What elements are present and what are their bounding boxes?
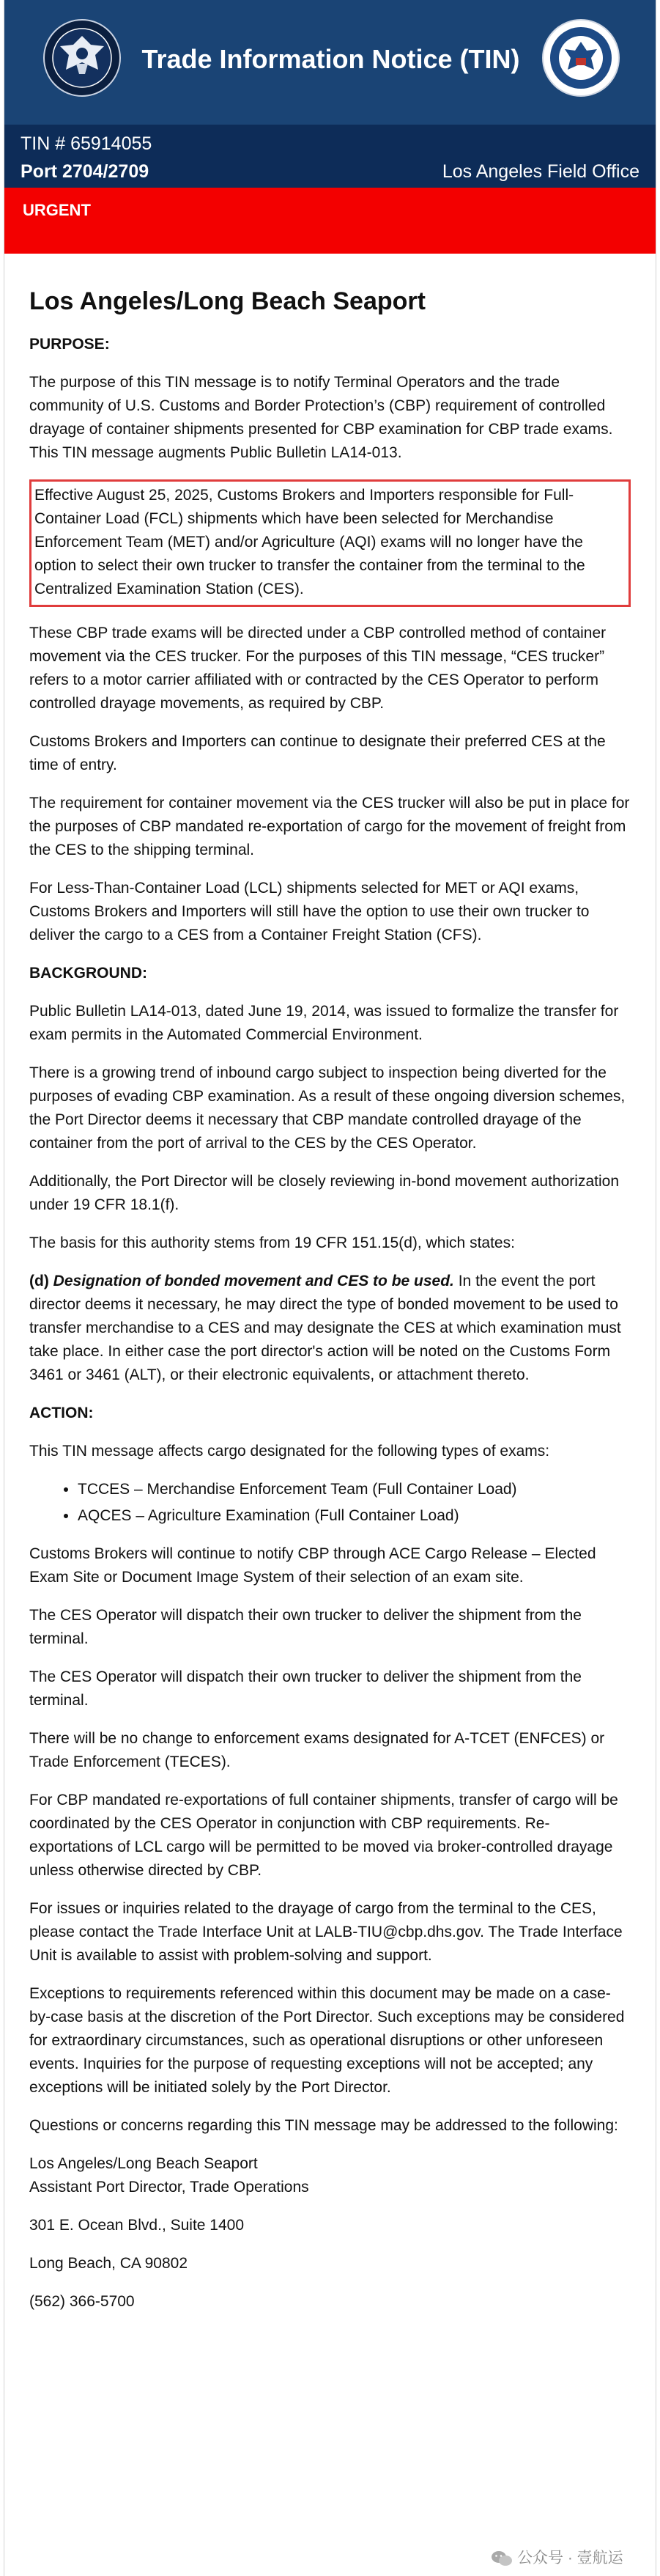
action-paragraph: There will be no change to enforcement exams designated for A-TCET (ENFCES) or Trade Enforcement (TECES). — [29, 1730, 605, 1770]
purpose-paragraph: These CBP trade exams will be directed under a CBP controlled method of container movement via the CES trucker. For the purposes of this TIN message, “CES trucker” refers to a motor carrier affiliated with or contracted by the CES Operator to perform controlled drayage movements, as required by CBP. — [29, 625, 607, 712]
address-line: Long Beach, CA 90802 — [29, 2255, 188, 2272]
urgent-banner: URGENT — [4, 188, 656, 254]
purpose-paragraph: The requirement for container movement via the CES trucker will also be put in place for the purposes of CBP mandated re-exportation of cargo for the movement of freight from the CES to the shipping terminal. — [29, 795, 630, 858]
port-number: Port 2704/2709 — [21, 161, 149, 182]
background-paragraph: There is a growing trend of inbound cargo subject to inspection being diverted for the purposes of evading CBP examination. As a result of these ongoing diversion schemes, the Port Director deems it necessary that CBP mandate controlled drayage of the container from the port of arrival to the CES by the CES Operator. — [29, 1064, 626, 1152]
dhs-seal-icon — [541, 18, 620, 97]
contact-block — [29, 2152, 631, 2199]
regulation-text: In the event the port director deems it necessary, he may direct the type of bonded movement to be used to transfer merchandise to a CES and may designate the CES at which examination must take place. In either case the port director's action will be noted on the Customs Form 3461 or 3461 (ALT), or their electronic equivalents, or attachment thereto. — [29, 1273, 621, 1383]
regulation-label: (d) — [29, 1273, 49, 1289]
action-paragraph: For CBP mandated re-exportations of full container shipments, transfer of cargo will be coordinated by the CES Operator in conjunction with CBP requirements. Re-exportations of LCL cargo will be permitted to be moved via broker-controlled drayage unless otherwise directed by CBP. — [29, 1792, 618, 1879]
action-paragraph: Questions or concerns regarding this TIN message may be addressed to the following: — [29, 2117, 618, 2134]
contact-name: Los Angeles/Long Beach Seaport — [29, 2155, 258, 2172]
action-paragraph: Exceptions to requirements referenced within this document may be made on a case-by-case basis at the discretion of the Port Director. Such exceptions may be considered for extraordinary circumstances, such as operational disruptions or other unforeseen events. Inquiries for the purpose of requesting exceptions will not be accepted; any exceptions will be initiated solely by the Port Director. — [29, 1985, 625, 2096]
watermark — [491, 2546, 623, 2568]
background-paragraph: The basis for this authority stems from 19 CFR 151.15(d), which states: — [29, 1234, 515, 1251]
contact-phone: (562) 366-5700 — [29, 2293, 135, 2310]
list-item: • TCCES – Merchandise Enforcement Team (Full Container Load) — [78, 1478, 631, 1501]
wechat-icon — [491, 2550, 513, 2567]
effective-date-highlight: Effective August 25, 2025, Customs Brokers and Importers responsible for Full-Container Load (FCL) shipments which have been selected for Merchandise Enforcement Team (MET) and/or Agriculture (AQI) exams will no longer have the option to select their own trucker to transfer the container from the terminal to the Centralized Examination Station (CES). — [29, 479, 631, 607]
address-line: 301 E. Ocean Blvd., Suite 1400 — [29, 2217, 245, 2234]
field-office: Los Angeles Field Office — [442, 161, 639, 182]
tin-number: TIN # 65914055 — [21, 133, 152, 154]
action-paragraph: The CES Operator will dispatch their own trucker to deliver the shipment from the terminal. — [29, 1607, 582, 1647]
header-banner — [4, 0, 656, 125]
tin-info-bar — [4, 125, 656, 188]
list-item: • AQCES – Agriculture Examination (Full Container Load) — [78, 1504, 631, 1528]
action-paragraph: Customs Brokers will continue to notify CBP through ACE Cargo Release – Elected Exam Site or Document Image System of their selection of an exam site. — [29, 1545, 596, 1586]
purpose-paragraph: The purpose of this TIN message is to notify Terminal Operators and the trade community of U.S. Customs and Border Protection’s (CBP) requirement of controlled drayage of container shipments presented for CBP examination for CBP trade exams. This TIN message augments Public Bulletin LA14-013. — [29, 374, 613, 461]
cbp-seal-icon — [42, 18, 122, 97]
contact-title: Assistant Port Director, Trade Operations — [29, 2179, 309, 2196]
page-heading: Trade Information Notice (TIN) — [141, 44, 520, 74]
action-heading: ACTION: — [29, 1405, 94, 1421]
background-heading: BACKGROUND: — [29, 965, 147, 982]
purpose-paragraph: Customs Brokers and Importers can continue to designate their preferred CES at the time of entry. — [29, 733, 606, 773]
notice-page — [4, 0, 656, 2576]
action-paragraph: The CES Operator will dispatch their own trucker to deliver the shipment from the terminal. — [29, 1668, 582, 1709]
regulation-title: Designation of bonded movement and CES to be used. — [53, 1273, 454, 1289]
watermark-text: 公众号 · 壹航运 — [517, 2550, 623, 2566]
purpose-paragraph: For Less-Than-Container Load (LCL) shipments selected for MET or AQI exams, Customs Brokers and Importers will still have the option to use their own trucker to deliver the cargo to a CES from a Container Freight Station (CFS). — [29, 880, 590, 943]
document-title: Los Angeles/Long Beach Seaport — [29, 287, 426, 315]
purpose-heading: PURPOSE: — [29, 336, 110, 353]
background-paragraph: Public Bulletin LA14-013, dated June 19, 2014, was issued to formalize the transfer for exam permits in the Automated Commercial Environment. — [29, 1003, 619, 1043]
notice-body — [4, 254, 656, 2576]
action-paragraph: This TIN message affects cargo designated for the following types of exams: — [29, 1443, 550, 1460]
action-paragraph: For issues or inquiries related to the drayage of cargo from the terminal to the CES, please contact the Trade Interface Unit at LALB-TIU@cbp.dhs.gov. The Trade Interface Unit is available to assist with problem-solving and support. — [29, 1900, 623, 1964]
regulation-quote — [29, 1270, 631, 1387]
background-paragraph: Additionally, the Port Director will be closely reviewing in-bond movement authorization under 19 CFR 18.1(f). — [29, 1173, 619, 1213]
exam-type-list — [29, 1478, 631, 1528]
